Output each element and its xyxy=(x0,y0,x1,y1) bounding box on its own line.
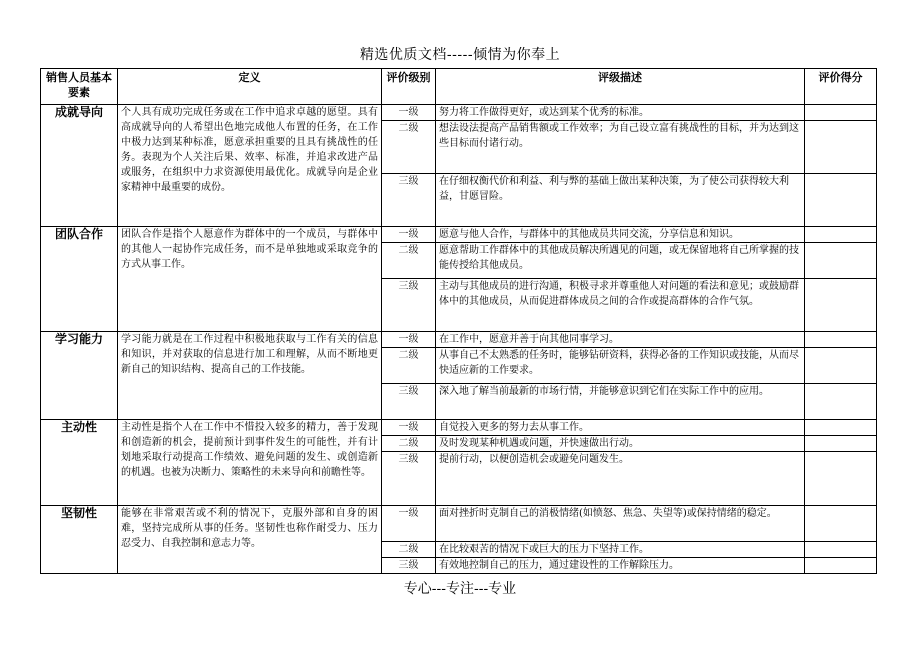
level-label: 三级 xyxy=(382,558,436,574)
table-row xyxy=(41,332,877,348)
score-cell[interactable] xyxy=(805,452,877,506)
table-row xyxy=(41,420,877,436)
table-header-row xyxy=(41,69,877,105)
score-cell[interactable] xyxy=(805,121,877,174)
level-description: 及时发现某种机遇或问题，并快速做出行动。 xyxy=(436,436,805,452)
column-header-element-label: 销售人员基本要素 xyxy=(46,71,112,99)
level-label: 二级 xyxy=(382,542,436,558)
level-label: 一级 xyxy=(382,105,436,121)
level-description: 面对挫折时克制自己的消极情绪(如愤怒、焦急、失望等)或保持情绪的稳定。 xyxy=(436,506,805,542)
level-description: 努力将工作做得更好，或达到某个优秀的标准。 xyxy=(436,105,805,121)
level-label: 一级 xyxy=(382,227,436,243)
element-name: 成就导向 xyxy=(41,105,118,227)
level-description: 愿意帮助工作群体中的其他成员解决所遇见的问题，或无保留地将自己所掌握的技能传授给其他成员。 xyxy=(436,243,805,279)
level-description: 想法设法提高产品销售额或工作效率；为自己设立富有挑战性的目标，并为达到这些目标而付诸行动。 xyxy=(436,121,805,174)
score-cell[interactable] xyxy=(805,558,877,574)
level-description: 在工作中，愿意并善于向其他同事学习。 xyxy=(436,332,805,348)
score-cell[interactable] xyxy=(805,332,877,348)
column-header-level: 评价级别 xyxy=(382,69,436,105)
document-header: 精选优质文档-----倾情为你奉上 xyxy=(359,47,561,63)
level-label: 二级 xyxy=(382,121,436,174)
column-header-element xyxy=(41,69,118,105)
table-body xyxy=(41,105,877,574)
element-name: 团队合作 xyxy=(41,227,118,332)
level-label: 一级 xyxy=(382,420,436,436)
level-label: 三级 xyxy=(382,174,436,227)
level-label: 一级 xyxy=(382,506,436,542)
level-description: 在仔细权衡代价和利益、利与弊的基础上做出某种决策，为了使公司获得较大利益，甘愿冒险。 xyxy=(436,174,805,227)
level-description: 提前行动，以便创造机会或避免问题发生。 xyxy=(436,452,805,506)
score-cell[interactable] xyxy=(805,348,877,384)
level-description: 在比较艰苦的情况下或巨大的压力下坚持工作。 xyxy=(436,542,805,558)
element-definition: 个人具有成功完成任务或在工作中追求卓越的愿望。具有高成就导向的人希望出色地完成他人布置的任务，在工作中极力达到某种标准，愿意承担重要的且具有挑战性的任务。表现为个人关注后果、效率、标准，并追求改进产品或服务，在组织中力求资源使用最优化。成就导向是企业家精神中最重要的成份。 xyxy=(118,105,382,227)
column-header-score: 评价得分 xyxy=(805,69,877,105)
score-cell[interactable] xyxy=(805,384,877,420)
level-description: 深入地了解当前最新的市场行情，并能够意识到它们在实际工作中的应用。 xyxy=(436,384,805,420)
level-description: 从事自己不太熟悉的任务时，能够钻研资料，获得必备的工作知识或技能，从而尽快适应新的工作要求。 xyxy=(436,348,805,384)
score-cell[interactable] xyxy=(805,174,877,227)
level-description: 愿意与他人合作，与群体中的其他成员共同交流，分享信息和知识。 xyxy=(436,227,805,243)
level-description: 主动与其他成员的进行沟通，积极寻求并尊重他人对问题的看法和意见；或鼓励群体中的其他成员，从而促进群体成员之间的合作或提高群体的合作气氛。 xyxy=(436,279,805,332)
element-name: 主动性 xyxy=(41,420,118,506)
level-label: 二级 xyxy=(382,436,436,452)
element-definition: 能够在非常艰苦或不利的情况下，克服外部和自身的困难，坚持完成所从事的任务。坚韧性也称作耐受力、压力忍受力、自我控制和意志力等。 xyxy=(118,506,382,574)
document-footer: 专心---专注---专业 xyxy=(403,581,517,597)
element-definition: 团队合作是指个人愿意作为群体中的一个成员，与群体中的其他人一起协作完成任务，而不是单独地或采取竞争的方式从事工作。 xyxy=(118,227,382,332)
level-label: 二级 xyxy=(382,348,436,384)
level-label: 二级 xyxy=(382,243,436,279)
level-label: 三级 xyxy=(382,452,436,506)
level-label: 三级 xyxy=(382,384,436,420)
level-description: 有效地控制自己的压力，通过建设性的工作解除压力。 xyxy=(436,558,805,574)
level-label: 三级 xyxy=(382,279,436,332)
column-header-definition: 定义 xyxy=(118,69,382,105)
score-cell[interactable] xyxy=(805,420,877,436)
score-cell[interactable] xyxy=(805,243,877,279)
evaluation-table xyxy=(40,68,877,574)
element-definition: 学习能力就是在工作过程中积极地获取与工作有关的信息和知识，并对获取的信息进行加工和理解，从而不断地更新自己的知识结构、提高自己的工作技能。 xyxy=(118,332,382,420)
score-cell[interactable] xyxy=(805,506,877,542)
level-description: 自觉投入更多的努力去从事工作。 xyxy=(436,420,805,436)
score-cell[interactable] xyxy=(805,105,877,121)
level-label: 一级 xyxy=(382,332,436,348)
score-cell[interactable] xyxy=(805,279,877,332)
score-cell[interactable] xyxy=(805,227,877,243)
table-row xyxy=(41,506,877,542)
score-cell[interactable] xyxy=(805,436,877,452)
column-header-description: 评级描述 xyxy=(436,69,805,105)
score-cell[interactable] xyxy=(805,542,877,558)
element-name: 坚韧性 xyxy=(41,506,118,574)
table-row xyxy=(41,227,877,243)
element-definition: 主动性是指个人在工作中不惜投入较多的精力，善于发现和创造新的机会，提前预计到事件发生的可能性，并有计划地采取行动提高工作绩效、避免问题的发生、或创造新的机遇。也被为决断力、策略性的未来导向和前瞻性等。 xyxy=(118,420,382,506)
table-row xyxy=(41,105,877,121)
element-name: 学习能力 xyxy=(41,332,118,420)
